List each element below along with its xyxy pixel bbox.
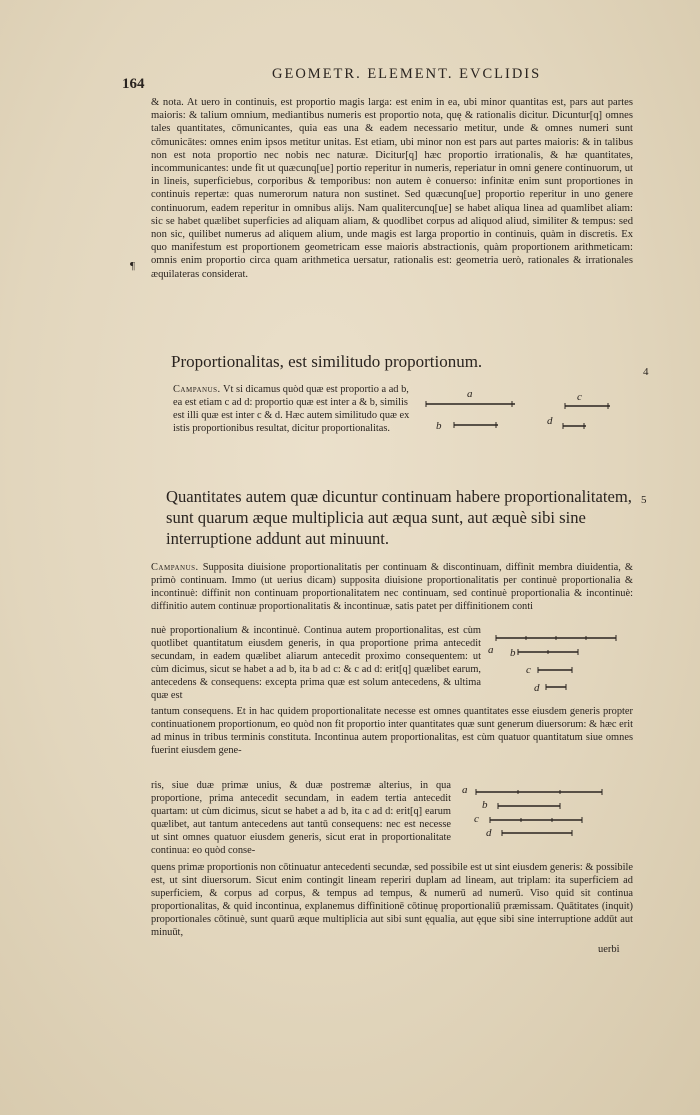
definition-continua-proportionalitas: Quantitates autem quæ dicuntur continuam habere proportionalitatem, sunt quarum æque multiplicia aut æqua sunt, aut æquè sibi sine interruptione addunt aut minuunt. bbox=[166, 487, 632, 548]
figure-3-label-c: c bbox=[474, 813, 479, 825]
commentary-definition-4 bbox=[173, 383, 413, 435]
figure-3-label-a: a bbox=[462, 784, 468, 796]
commentary-definition-5-part-5: quens primæ proportionis non cōtinuatur antecedenti secundæ, sed possibile est ut sint eiusdem generis: & possibile est, ut sint diuersorum. Sicut enim contingit lineam reperiri duplam ad lineam, aut triplam: ita superficiem ad superficiem, & corpus ad corpus, & tempus ad tempus, & numerū ad numerū. Viso quid sit continua proportionalitas, & quid incontinua, explanemus diffinitionē cōtinuę proportionaliū præmissam. Quātitates (inquit) proportionales cōtinuè, sunt quarū æque multiplicia aut sibi sunt ęqualia, aut ęque sibi sine interruptione addūt aut minuūt, bbox=[151, 862, 633, 938]
commentary-definition-5-part-2: nuè proportionalium & incontinuè. Continua autem proportionalitas, est cùm quotlibet quantitatum eiusdem generis, in qua proportione prima antecedit secundam, in eadem quælibet aliarum antecedit proximo consequentem: ut cùm dicimus, sicut se habet a ad b, ita b ad c: & c ad d: erit[q] quælibet earum, antecedens & consequens: excepta prima quæ est solum antecedens, & ultima quæ est bbox=[151, 625, 481, 701]
catchword: uerbi bbox=[598, 944, 620, 955]
definition-proportionalitas: Proportionalitas, est similitudo proportionum. bbox=[171, 352, 483, 371]
figure-1-label-c: c bbox=[577, 391, 582, 403]
commentary-text: Supposita diuisione proportionalitatis per continuam & discontinuam, diffinit membra diuidentia, & primò continuam. Immo (ut uerius dicam) supposita diuisione proportionalitatis per continuè proportionalia & incontinuè: diffinit non continuam proportionalitatem nec continuam, sed continuè proportionalia & incontinuè: diffinitio autem continuæ proportionalitatis & incontinuæ, satis patet per diffinitionem conti bbox=[151, 562, 633, 612]
commentary-author: Campanus. bbox=[151, 562, 199, 573]
figure-2-label-b: b bbox=[510, 647, 516, 659]
running-title: GEOMETR. ELEMENT. EVCLIDIS bbox=[272, 66, 542, 82]
figure-3-label-d: d bbox=[486, 827, 492, 839]
figure-1-label-b: b bbox=[436, 420, 442, 432]
margin-definition-number-4: 4 bbox=[643, 366, 649, 378]
figure-continuous-proportion bbox=[488, 630, 633, 695]
figure-discontinuous-proportion bbox=[462, 782, 612, 842]
page-number: 164 bbox=[122, 76, 145, 92]
figure-2-label-a: a bbox=[488, 644, 494, 656]
figure-proportion-lines bbox=[420, 388, 620, 436]
figure-1-label-d: d bbox=[547, 415, 553, 427]
commentary-text: Vt si dicamus quòd quæ est proportio a ad b, ea est etiam c ad d: proportio quæ est inter a & b, similis est illi quæ est inter c & d. Hæc autem similitudo quæ ex istis proportionibus resultat, dicitur proportionalitas. bbox=[173, 384, 410, 434]
paragraph-continuation: & nota. At uero in continuis, est proportio magis larga: est enim in ea, ubi minor quantitas est, pars aut partes maioris: & talium omnium, mediantibus numeris est proportio nota, quę & rationalis dicitur. Dicuntur[q] omnes tales quantitates, cōmunicantes, quia eas una & eadem necessario metitur, unde & omnes numeri sunt cōmunicātes: omnes enim ipsos metitur unitas. Est etiam, ubi minor non est pars aut partes maioris: & in talibus non est nota proportio nec nobis nec naturæ. Dicitur[q] hæc proportio irrationalis, & hæ quantitates, incommunicantes: unde fit ut quæcunq[ue] portio reperitur in numeris, reperiatur in omni genere continuorum, ut in lineis, superficiebus, corporibus & temporibus: non autem è conuerso: infinitæ enim sunt proportiones in continuis repertæ: quas numerorum natura non sustinet. Sed quæcunq[ue] proportio reperitur in uno genere continuorum, eadem reperitur in omnibus alijs. Nam qualitercunq[ue] se habet aliqua linea ad quamlibet aliam: sic se habet quælibet superficies ad aliquam aliam, & quodlibet corpus ad aliquod aliud, similiter & tempus: sed non sic, quilibet numerus ad aliquem alium, unde magis est larga proportio in continuis, quàm in discretis. Ex quo manifestum est proportionem geometricam esse maioris abstractionis, quàm proportionem arithmeticam: omnis enim proportio circa quam arithmetica uersatur, rationalis est: geometria uerò, rationales & irrationales æquilateras considerat. bbox=[151, 97, 633, 280]
figure-2-label-c: c bbox=[526, 664, 531, 676]
commentary-definition-5-part-3: tantum consequens. Et in hac quidem proportionalitate necesse est omnes quantitates esse eiusdem generis propter continuationem proportionum, eo quòd non fit proportio inter quantitates quæ sunt generum diuersorum: & hæc erit ad minus in tribus terminis constituta. Incontinua autem proportionalitas, est cùm quatuor quantitatum siue omnes fuerint eiusdem gene- bbox=[151, 706, 633, 756]
margin-definition-number-5: 5 bbox=[641, 494, 647, 506]
commentary-author: Campanus. bbox=[173, 384, 221, 395]
figure-3-label-b: b bbox=[482, 799, 488, 811]
commentary-definition-5-part-4: ris, siue duæ primæ unius, & duæ postremæ alterius, in qua proportione, prima antecedit secundam, in eadem tertia antecedit quartam: ut cùm dicimus, sicut se habet a ad b, ita c ad d: erit[q] earum quælibet, aut tantum antecedens aut tantū consequens: nec est necesse ut sint omnes quatuor eiusdem generis, sicut erat in proportionalitate continua: eo quòd conse- bbox=[151, 780, 451, 856]
figure-2-label-d: d bbox=[534, 682, 540, 694]
figure-1-label-a: a bbox=[467, 388, 473, 400]
commentary-definition-5-part-1 bbox=[151, 562, 633, 614]
margin-paragraph-mark: ¶ bbox=[130, 260, 135, 272]
